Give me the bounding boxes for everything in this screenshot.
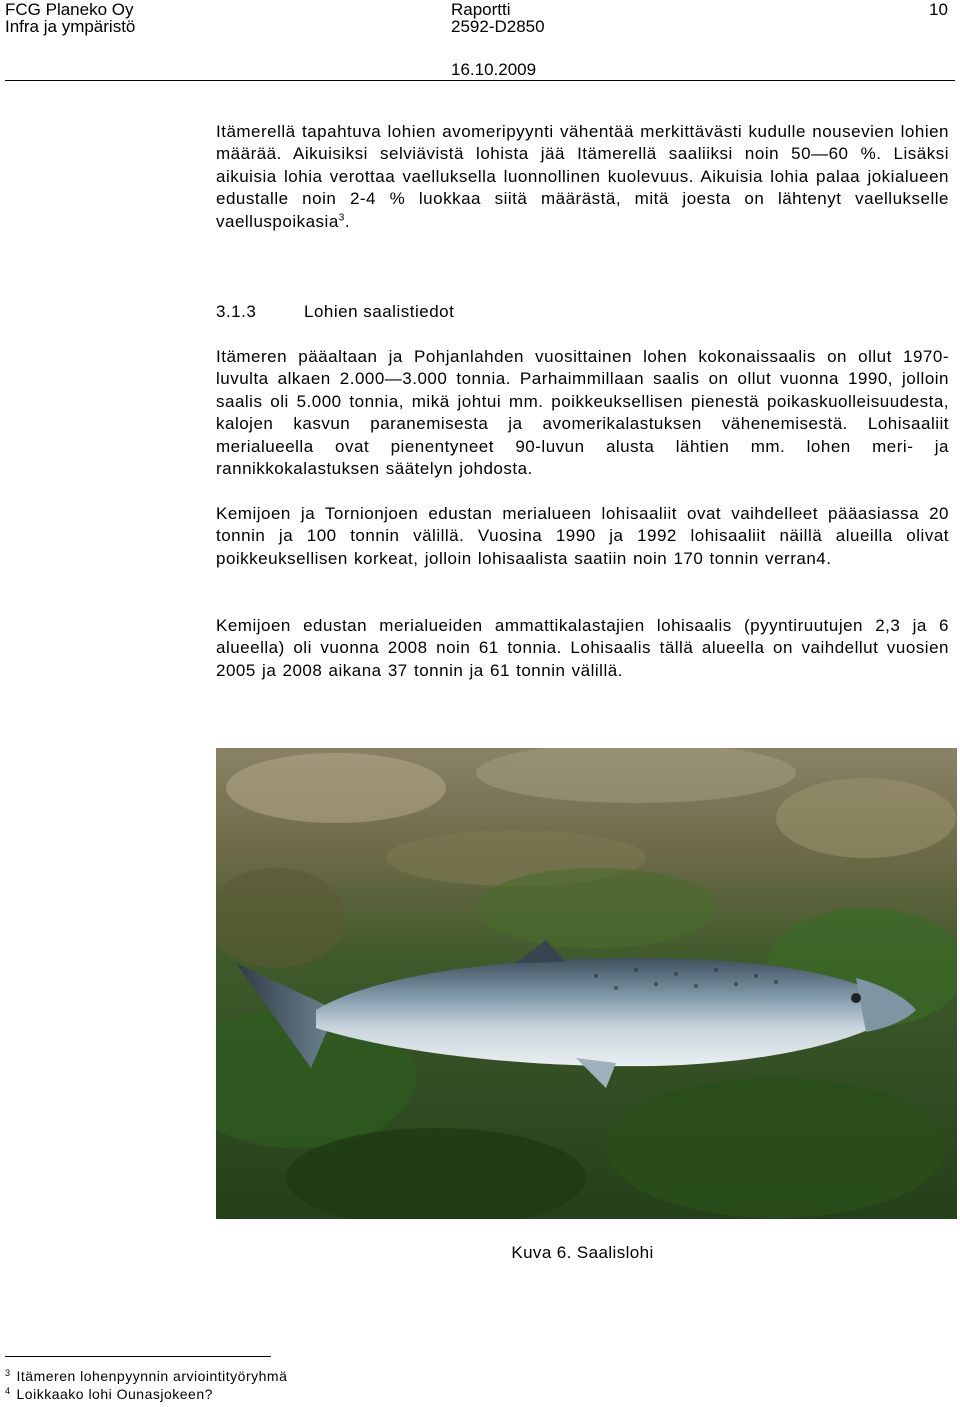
footnote-text: Loikkaako lohi Ounasjokeen? [16,1386,213,1402]
header-doc-code: 2592-D2850 [451,17,545,36]
footnote-marker: 4 [5,1386,11,1396]
intro-paragraph [216,121,949,233]
section-title: Lohien saalistiedot [304,302,455,321]
paragraph-river-areas: Kemijoen ja Tornionjoen edustan merialueen lohisaaliit ovat vaihdelleet pääasiassa 20 tonnin ja 100 tonnin välillä. Vuosina 1990 ja 1992 lohisaaliit näillä alueilla olivat poikkeuksellisen korkeat, jolloin lohisaalista saatiin noin 170 tonnin verran4. [216,504,949,568]
intro-text: Itämerellä tapahtuva lohien avomeripyynti vähentää merkittävästi kudulle nousevien lohien määrää. Aikuisiksi selviävistä lohista jää Itämerellä saaliiksi noin 50—60 %. Lisäksi aikuisia lohia verottaa vaelluksella luonnollinen kuolevuus. Aikuisia lohia palaa jokialueen edustalle noin 2-4 % luokkaa siitä määrästä, mitä joesta on lähtenyt vaellukselle vaelluspoikasia [216,122,949,231]
paragraph-catch-history: Itämeren pääaltaan ja Pohjanlahden vuosittainen lohen kokonaissaalis on ollut 1970-luvulta alkaen 2.000—3.000 tonnia. Parhaimmillaan saalis on ollut vuonna 1990, jolloin saalis oli 5.000 tonnia, mikä johtui mm. poikkeuksellisen pienestä poikaskuolleisuudesta, kalojen kasvun paranemisesta ja avomerikalastuksen vähenemisestä. Lohisaaliit merialueella ovat pienentyneet 90-luvun alusta lähtien mm. lohen meri- ja rannikkokalastuksen säätelyn johdosta. [216,347,949,479]
header-divider [5,80,955,81]
salmon-photo [216,748,957,1219]
header-doc-type: Raportti [451,0,511,19]
section-number: 3.1.3 [216,302,257,321]
footnote-ref[interactable]: 3 [338,211,345,223]
page-number: 10 [929,0,948,19]
footnote-4 [5,1385,213,1403]
header-date: 16.10.2009 [451,60,537,79]
footnote-divider [5,1356,271,1357]
header-department: Infra ja ympäristö [5,17,136,36]
intro-end: . [344,211,351,231]
figure-caption: Kuva 6. Saalislohi [511,1243,654,1262]
header-company: FCG Planeko Oy [5,0,134,19]
footnote-3 [5,1367,287,1385]
footnote-marker: 3 [5,1368,11,1378]
footnote-text: Itämeren lohenpyynnin arviointityöryhmä [16,1368,288,1384]
paragraph-kemijoki-catch: Kemijoen edustan merialueiden ammattikalastajien lohisaalis (pyyntiruutujen 2,3 ja 6 alueella) oli vuonna 2008 noin 61 tonnia. Lohisaalis tällä alueella on vaihdellut vuosien 2005 ja 2008 aikana 37 tonnin ja 61 tonnin välillä. [216,616,949,680]
